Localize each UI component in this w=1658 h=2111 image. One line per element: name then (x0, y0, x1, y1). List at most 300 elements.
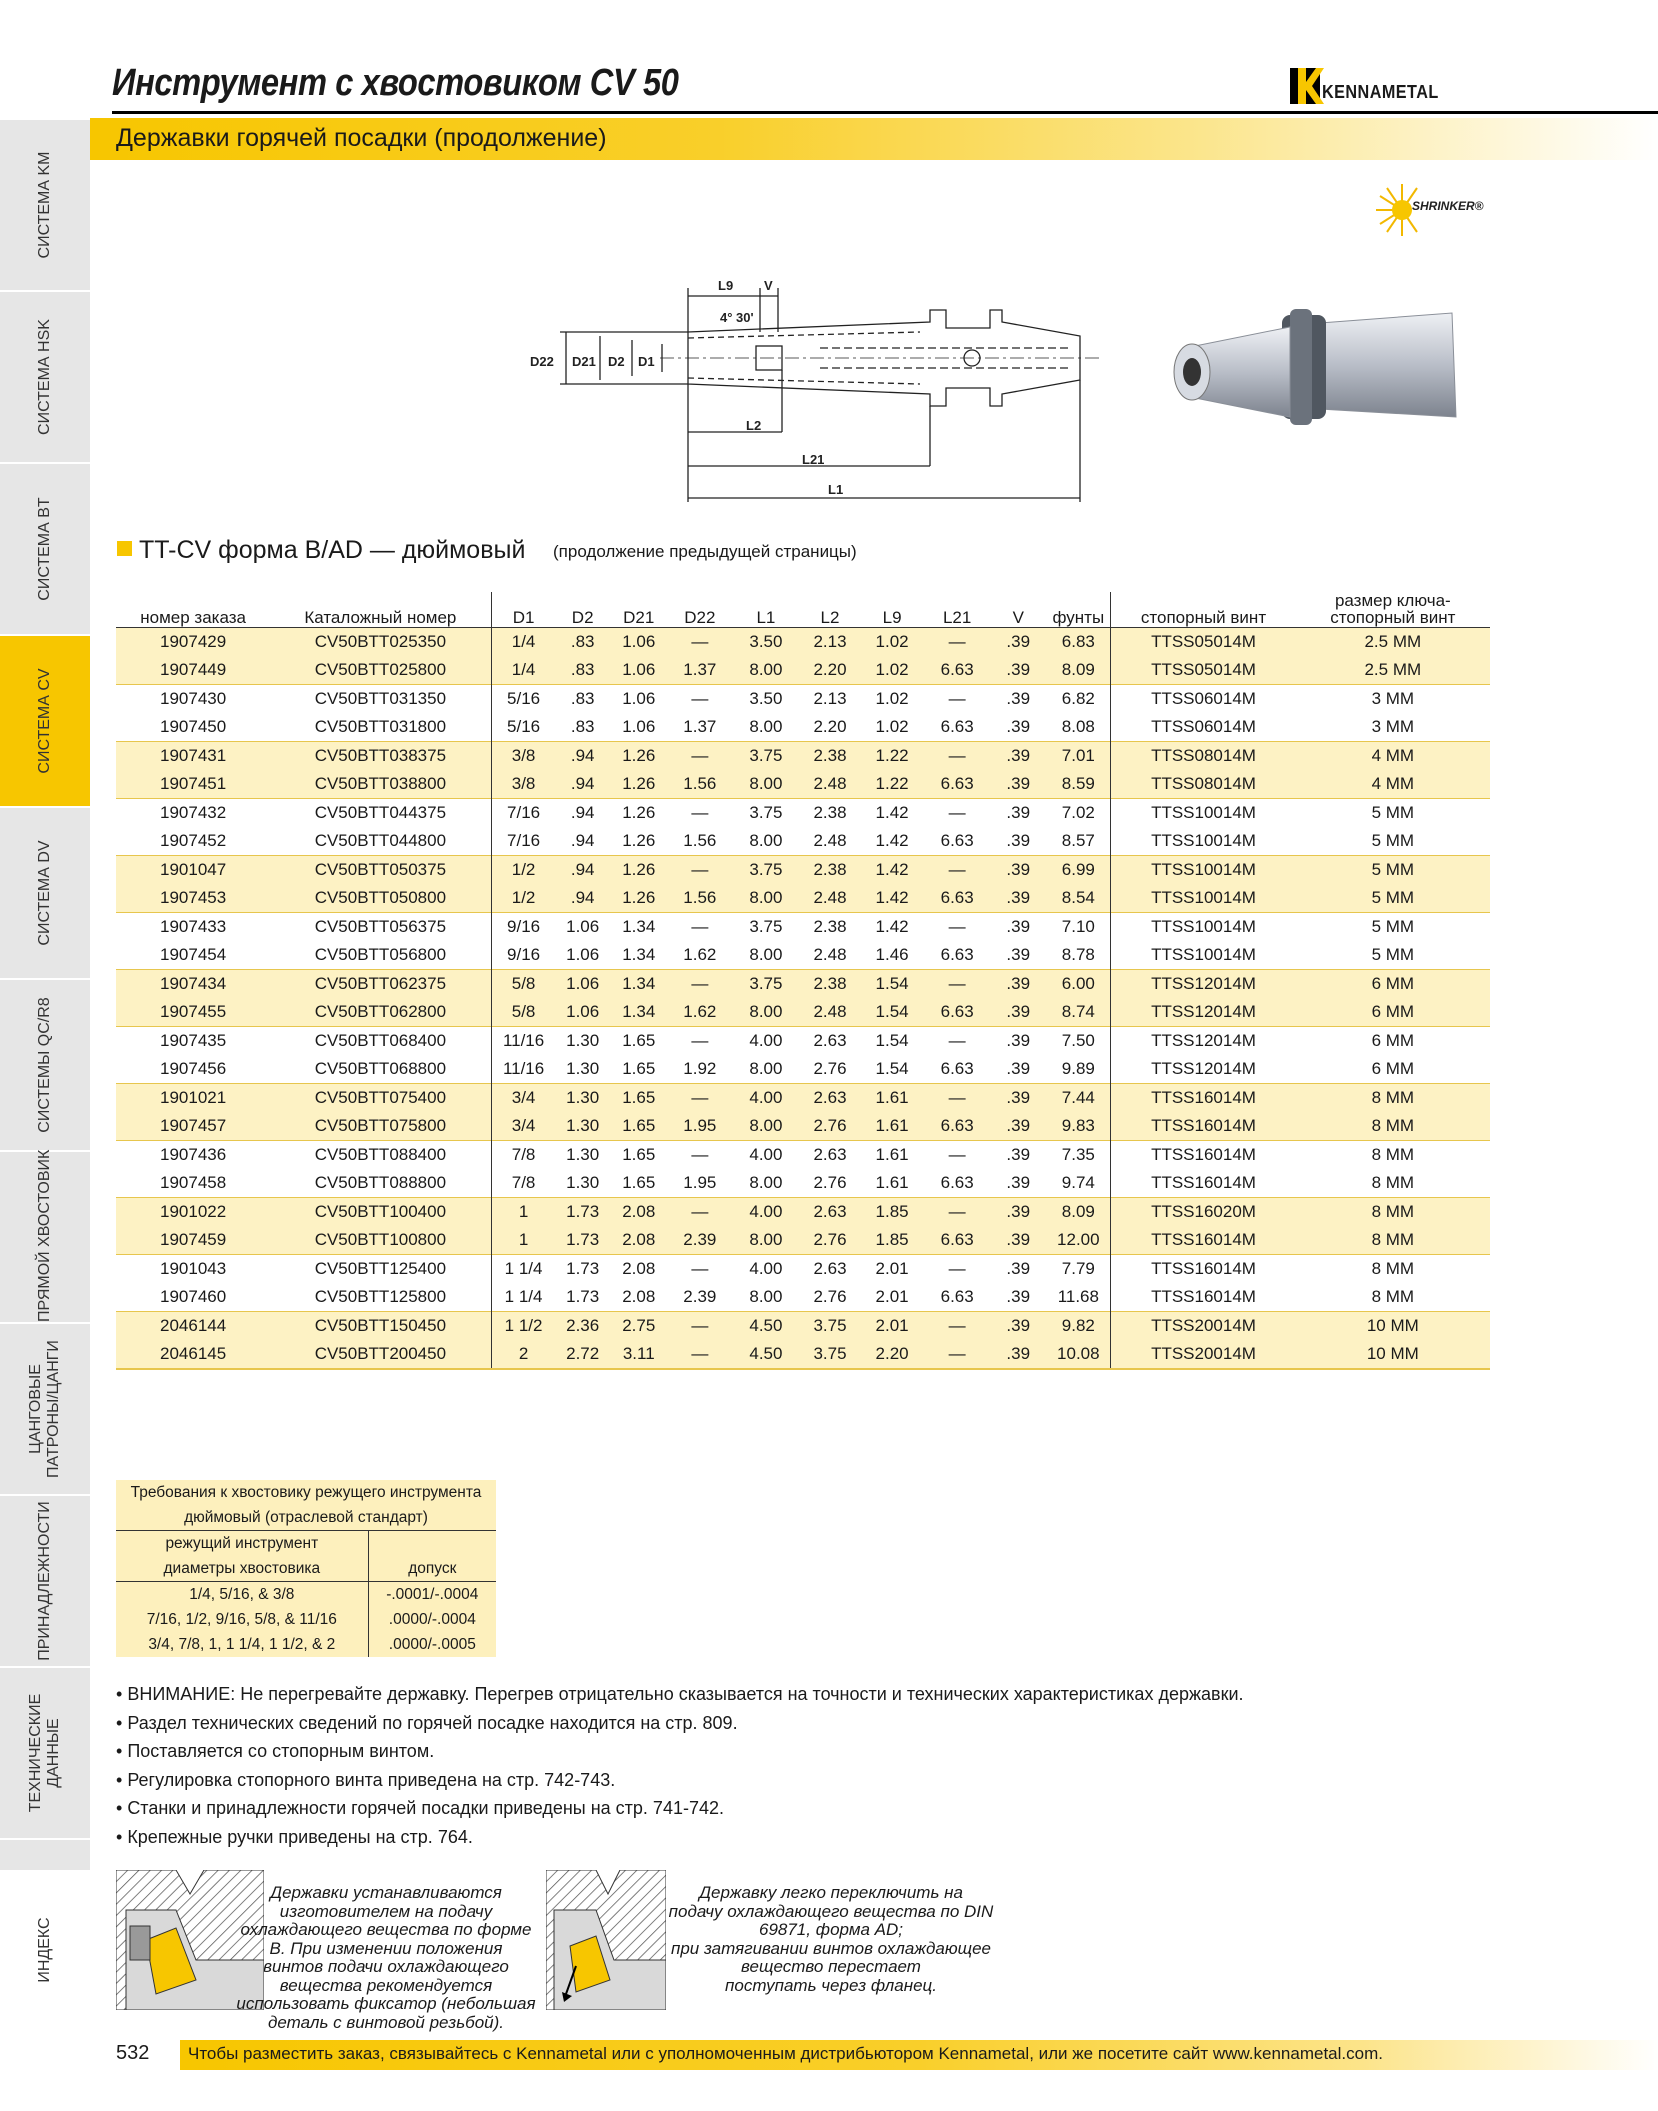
brand-name: KENNAMETAL (1322, 82, 1439, 102)
cell-l21: 6.63 (924, 1226, 990, 1255)
sidebar-item-qc-r8[interactable] (0, 978, 90, 1150)
cell-d22: — (668, 1084, 732, 1113)
cell-weight: 8.54 (1046, 884, 1111, 913)
page-number: 532 (116, 2042, 150, 2064)
note-text: Станки и принадлежности горячей посадки приведены на стр. 741-742. (127, 1798, 724, 1819)
note-text: ВНИМАНИЕ: Не перегревайте державку. Перегрев отрицательно сказывается на точности и технических характеристиках державки. (127, 1684, 1244, 1704)
requirements-col1-line2: диаметры хвостовика (116, 1556, 368, 1582)
cell-l1: 8.00 (732, 1226, 800, 1255)
coolant-form-ad-caption: Державку легко переключить на подачу охлаждающего вещества по DIN 69871, форма AD; при затягивании винтов охлаждающее вещество перестает поступать через фланец. (668, 1883, 994, 1995)
cell-d22: — (668, 1340, 732, 1369)
cell-l2: 2.20 (800, 656, 860, 685)
cell-v: .39 (990, 1027, 1046, 1056)
table-row (116, 1607, 496, 1632)
cell-d2: 1.73 (556, 1226, 610, 1255)
cell-d2: 1.73 (556, 1255, 610, 1284)
cell-l2: 2.63 (800, 1084, 860, 1113)
cell-l2: 2.48 (800, 998, 860, 1027)
cell-catalog-no: CV50BTT031800 (270, 713, 491, 742)
cell-v: .39 (990, 1169, 1046, 1198)
cell-order-no: 1901047 (116, 856, 270, 885)
sidebar-item-label: СИСТЕМА HSK (36, 319, 53, 435)
cell-l9: 1.61 (860, 1141, 924, 1170)
cell-d21: 1.26 (610, 742, 668, 771)
col-header-d1: D1 (491, 592, 556, 628)
cell-d22: — (668, 742, 732, 771)
table-row (116, 1027, 1490, 1056)
cell-d1: 5/16 (491, 713, 556, 742)
sidebar-item-label: СИСТЕМА CV (36, 668, 53, 774)
cell-d22: 1.92 (668, 1055, 732, 1084)
table-row (116, 628, 1490, 657)
cell-order-no: 1907456 (116, 1055, 270, 1084)
col-header-l1: L1 (732, 592, 800, 628)
cell-catalog-no: CV50BTT044375 (270, 799, 491, 828)
cell-l21: — (924, 970, 990, 999)
cell-l21: 6.63 (924, 713, 990, 742)
cell-l21: — (924, 685, 990, 714)
cell-order-no: 1901022 (116, 1198, 270, 1227)
cell-l2: 2.48 (800, 941, 860, 970)
cell-l21: — (924, 1027, 990, 1056)
shrinker-badge: SHRINKER® (1412, 199, 1484, 213)
cell-l21: — (924, 628, 990, 657)
cell-d1: 5/8 (491, 970, 556, 999)
cell-d1: 7/8 (491, 1169, 556, 1198)
sidebar (0, 118, 90, 1983)
cell-d1: 11/16 (491, 1055, 556, 1084)
sidebar-item-label: ТЕХНИЧЕСКИЕ ДАННЫЕ (27, 1693, 62, 1813)
cell-d1: 5/8 (491, 998, 556, 1027)
cell-l2: 3.75 (800, 1312, 860, 1341)
cell-l9: 1.42 (860, 856, 924, 885)
cell-d1: 1 1/4 (491, 1255, 556, 1284)
cell-l2: 2.63 (800, 1141, 860, 1170)
cell-weight: 8.09 (1046, 1198, 1111, 1227)
cell-catalog-no: CV50BTT025350 (270, 628, 491, 657)
cell-lock-screw: TTSS16014M (1111, 1169, 1296, 1198)
cell-catalog-no: CV50BTT088400 (270, 1141, 491, 1170)
cell-v: .39 (990, 770, 1046, 799)
cell-v: .39 (990, 970, 1046, 999)
cell-l9: 2.01 (860, 1255, 924, 1284)
sidebar-item-tech-data[interactable] (0, 1666, 90, 1838)
cell-l1: 4.00 (732, 1255, 800, 1284)
cell-weight: 7.79 (1046, 1255, 1111, 1284)
col-header-weight: фунты (1046, 592, 1111, 628)
cell-d22: — (668, 856, 732, 885)
cell-order-no: 1907460 (116, 1283, 270, 1312)
cell-d2: 1.30 (556, 1112, 610, 1141)
label-d21: D21 (572, 354, 596, 369)
cell-v: .39 (990, 827, 1046, 856)
section-marker (117, 541, 132, 556)
coolant-form-b-caption: Державки устанавливаются изготовителем на подачу охлаждающего вещества по форме B. При изменении положения винтов подачи охлаждающего вещества рекомендуется использовать фиксатор (небольшая деталь с винтовой резьбой). (236, 1883, 536, 2032)
requirements-diameter: 1/4, 5/16, & 3/8 (189, 1586, 295, 1603)
cell-order-no: 1907450 (116, 713, 270, 742)
cell-l2: 2.63 (800, 1027, 860, 1056)
cell-lock-screw: TTSS20014M (1111, 1312, 1296, 1341)
cell-weight: 6.99 (1046, 856, 1111, 885)
note-text: Раздел технических сведений по горячей посадке находится на стр. 809. (127, 1712, 738, 1733)
cell-d22: 1.56 (668, 827, 732, 856)
sidebar-item-label: ИНДЕКС (36, 1917, 53, 1983)
sidebar-item-dv[interactable] (0, 806, 90, 978)
cell-weight: 7.35 (1046, 1141, 1111, 1170)
sidebar-item-km[interactable] (0, 118, 90, 290)
cell-catalog-no: CV50BTT068400 (270, 1027, 491, 1056)
cell-v: .39 (990, 628, 1046, 657)
cell-d21: 2.08 (610, 1226, 668, 1255)
technical-drawing (520, 270, 1150, 510)
col-header-catalog-no: Каталожный номер (270, 592, 491, 628)
cell-lock-screw: TTSS10014M (1111, 856, 1296, 885)
cell-lock-screw: TTSS10014M (1111, 913, 1296, 942)
cell-d21: 1.06 (610, 685, 668, 714)
cell-weight: 8.57 (1046, 827, 1111, 856)
cell-l1: 3.75 (732, 799, 800, 828)
label-d2: D2 (608, 354, 625, 369)
sidebar-item-label: СИСТЕМА DV (36, 840, 53, 946)
cell-d22: — (668, 1312, 732, 1341)
cell-wrench-size: 10 MM (1296, 1312, 1490, 1341)
cell-l2: 2.38 (800, 913, 860, 942)
cell-l9: 1.42 (860, 799, 924, 828)
note-text: Регулировка стопорного винта приведена на стр. 742-743. (127, 1769, 616, 1790)
cell-wrench-size: 8 MM (1296, 1226, 1490, 1255)
cell-catalog-no: CV50BTT100800 (270, 1226, 491, 1255)
cell-weight: 8.78 (1046, 941, 1111, 970)
cell-d21: 1.65 (610, 1027, 668, 1056)
cell-d21: 1.06 (610, 628, 668, 657)
requirements-col1-line1: режущий инструмент (165, 1535, 319, 1552)
cell-lock-screw: TTSS12014M (1111, 998, 1296, 1027)
table-row (116, 799, 1490, 828)
table-row (116, 742, 1490, 771)
cell-l1: 8.00 (732, 941, 800, 970)
cell-catalog-no: CV50BTT050800 (270, 884, 491, 913)
cell-d22: 2.39 (668, 1283, 732, 1312)
cell-l9: 1.22 (860, 770, 924, 799)
cell-l9: 1.61 (860, 1169, 924, 1198)
cell-d2: 1.30 (556, 1169, 610, 1198)
cell-order-no: 1907449 (116, 656, 270, 685)
cell-l2: 2.13 (800, 685, 860, 714)
table-row (116, 1312, 1490, 1341)
sidebar-item-straight-shank[interactable] (0, 1150, 90, 1322)
cell-d2: .94 (556, 770, 610, 799)
table-row (116, 1582, 496, 1608)
cell-l9: 2.01 (860, 1312, 924, 1341)
cell-l2: 2.76 (800, 1283, 860, 1312)
cell-d1: 9/16 (491, 941, 556, 970)
cell-l21: 6.63 (924, 656, 990, 685)
requirements-title-line1: Требования к хвостовику режущего инструмента (130, 1484, 482, 1501)
cell-order-no: 1907435 (116, 1027, 270, 1056)
cell-v: .39 (990, 685, 1046, 714)
col-header-d22: D22 (668, 592, 732, 628)
table-row (116, 1255, 1490, 1284)
cell-wrench-size: 6 MM (1296, 970, 1490, 999)
cell-d21: 1.65 (610, 1141, 668, 1170)
cell-l9: 1.02 (860, 656, 924, 685)
cell-v: .39 (990, 1055, 1046, 1084)
cell-catalog-no: CV50BTT044800 (270, 827, 491, 856)
cell-lock-screw: TTSS10014M (1111, 799, 1296, 828)
cell-weight: 7.02 (1046, 799, 1111, 828)
cell-wrench-size: 8 MM (1296, 1198, 1490, 1227)
cell-l21: — (924, 1255, 990, 1284)
cell-weight: 7.01 (1046, 742, 1111, 771)
cell-wrench-size: 5 MM (1296, 827, 1490, 856)
cell-d21: 1.34 (610, 998, 668, 1027)
cell-order-no: 1907454 (116, 941, 270, 970)
cell-d1: 3/4 (491, 1112, 556, 1141)
cell-weight: 7.44 (1046, 1084, 1111, 1113)
cell-d22: 1.95 (668, 1112, 732, 1141)
cell-v: .39 (990, 856, 1046, 885)
cell-d2: 2.36 (556, 1312, 610, 1341)
cell-lock-screw: TTSS10014M (1111, 884, 1296, 913)
sidebar-item-label: ПРИНАДЛЕЖНОСТИ (36, 1501, 53, 1661)
cell-l2: 3.75 (800, 1340, 860, 1369)
sidebar-item-bt[interactable] (0, 462, 90, 634)
cell-d21: 2.08 (610, 1255, 668, 1284)
cell-d22: 1.62 (668, 998, 732, 1027)
sidebar-item-cv[interactable] (0, 634, 90, 806)
cell-catalog-no: CV50BTT038800 (270, 770, 491, 799)
cell-d21: 1.34 (610, 913, 668, 942)
cell-d2: 1.73 (556, 1283, 610, 1312)
cell-l21: — (924, 856, 990, 885)
cell-d22: — (668, 685, 732, 714)
cell-l9: 1.02 (860, 685, 924, 714)
sidebar-item-collets[interactable] (0, 1322, 90, 1494)
cell-v: .39 (990, 1340, 1046, 1369)
cell-d2: 1.73 (556, 1198, 610, 1227)
cell-l1: 3.75 (732, 856, 800, 885)
table-row (116, 941, 1490, 970)
cell-l1: 4.00 (732, 1198, 800, 1227)
cell-wrench-size: 4 MM (1296, 742, 1490, 771)
cell-d21: 2.08 (610, 1283, 668, 1312)
cell-d1: 1/4 (491, 628, 556, 657)
cell-l9: 1.42 (860, 913, 924, 942)
label-v: V (764, 278, 773, 293)
cell-order-no: 1907457 (116, 1112, 270, 1141)
cell-d2: 1.30 (556, 1141, 610, 1170)
sidebar-item-hsk[interactable] (0, 290, 90, 462)
cell-v: .39 (990, 1312, 1046, 1341)
cell-d21: 2.75 (610, 1312, 668, 1341)
cell-catalog-no: CV50BTT062800 (270, 998, 491, 1027)
cell-v: .39 (990, 941, 1046, 970)
requirements-tolerance: .0000/-.0005 (368, 1632, 496, 1657)
col-header-lock-screw: стопорный винт (1111, 592, 1296, 628)
cell-d1: 11/16 (491, 1027, 556, 1056)
cell-d22: 1.56 (668, 884, 732, 913)
cell-lock-screw: TTSS16014M (1111, 1226, 1296, 1255)
cell-order-no: 1907458 (116, 1169, 270, 1198)
table-row (116, 1226, 1490, 1255)
cell-d2: .94 (556, 884, 610, 913)
cell-wrench-size: 5 MM (1296, 941, 1490, 970)
cell-d2: .94 (556, 827, 610, 856)
cell-weight: 8.59 (1046, 770, 1111, 799)
cell-lock-screw: TTSS16014M (1111, 1141, 1296, 1170)
cell-d21: 1.65 (610, 1084, 668, 1113)
cell-l2: 2.76 (800, 1055, 860, 1084)
label-l9: L9 (718, 278, 734, 293)
cell-l21: — (924, 1312, 990, 1341)
cell-d2: .83 (556, 713, 610, 742)
table-row (116, 1169, 1490, 1198)
cell-l9: 1.02 (860, 713, 924, 742)
cell-v: .39 (990, 1141, 1046, 1170)
cell-lock-screw: TTSS16014M (1111, 1255, 1296, 1284)
cell-v: .39 (990, 1255, 1046, 1284)
table-row (116, 998, 1490, 1027)
table-row (116, 1112, 1490, 1141)
cell-lock-screw: TTSS06014M (1111, 713, 1296, 742)
table-row (116, 713, 1490, 742)
cell-d1: 7/8 (491, 1141, 556, 1170)
cell-order-no: 1907459 (116, 1226, 270, 1255)
label-d22: D22 (530, 354, 554, 369)
cell-l21: 6.63 (924, 770, 990, 799)
table-row (116, 1141, 1490, 1170)
col-header-order-no: номер заказа (116, 592, 270, 628)
label-angle: 4° 30' (720, 310, 754, 325)
cell-d2: .94 (556, 742, 610, 771)
cell-d2: .83 (556, 656, 610, 685)
cell-wrench-size: 6 MM (1296, 998, 1490, 1027)
cell-d21: 1.26 (610, 856, 668, 885)
col-header-d21: D21 (610, 592, 668, 628)
page-title: Инструмент с хвостовиком CV 50 (112, 62, 679, 104)
cell-l1: 8.00 (732, 1055, 800, 1084)
cell-catalog-no: CV50BTT125800 (270, 1283, 491, 1312)
cell-d22: — (668, 628, 732, 657)
note-text: Крепежные ручки приведены на стр. 764. (127, 1826, 473, 1847)
cell-l9: 1.42 (860, 827, 924, 856)
cell-lock-screw: TTSS08014M (1111, 770, 1296, 799)
cell-l2: 2.38 (800, 856, 860, 885)
cell-d22: — (668, 1027, 732, 1056)
cell-weight: 7.50 (1046, 1027, 1111, 1056)
cell-lock-screw: TTSS16014M (1111, 1112, 1296, 1141)
cell-d21: 1.06 (610, 713, 668, 742)
cell-order-no: 2046145 (116, 1340, 270, 1369)
cell-l21: 6.63 (924, 1169, 990, 1198)
cell-wrench-size: 2.5 MM (1296, 628, 1490, 657)
requirements-title-line2: дюймовый (отраслевой стандарт) (116, 1505, 496, 1531)
cell-d21: 1.34 (610, 970, 668, 999)
cell-l1: 8.00 (732, 884, 800, 913)
cell-l1: 4.00 (732, 1084, 800, 1113)
cell-l2: 2.48 (800, 770, 860, 799)
cell-l2: 2.38 (800, 742, 860, 771)
cell-d2: 1.06 (556, 998, 610, 1027)
cell-wrench-size: 5 MM (1296, 856, 1490, 885)
cell-catalog-no: CV50BTT025800 (270, 656, 491, 685)
cell-order-no: 1907455 (116, 998, 270, 1027)
cell-d2: 1.06 (556, 970, 610, 999)
cell-d1: 3/8 (491, 742, 556, 771)
sidebar-item-index[interactable] (0, 1838, 90, 1983)
product-table (116, 592, 1490, 1370)
cell-order-no: 1907436 (116, 1141, 270, 1170)
cell-l21: 6.63 (924, 1283, 990, 1312)
cell-l21: 6.63 (924, 941, 990, 970)
table-row (116, 1632, 496, 1657)
cell-d1: 7/16 (491, 799, 556, 828)
cell-weight: 6.83 (1046, 628, 1111, 657)
cell-d21: 1.26 (610, 827, 668, 856)
cell-order-no: 1907433 (116, 913, 270, 942)
cell-d2: .83 (556, 628, 610, 657)
cell-l9: 1.46 (860, 941, 924, 970)
cell-d2: .94 (556, 856, 610, 885)
tool-holder-image (1170, 305, 1460, 445)
cell-d22: — (668, 799, 732, 828)
cell-order-no: 2046144 (116, 1312, 270, 1341)
cell-d2: 1.06 (556, 913, 610, 942)
cell-d21: 1.65 (610, 1112, 668, 1141)
list-item: • Станки и принадлежности горячей посадки приведены на стр. 741-742. (116, 1798, 724, 1819)
cell-l1: 8.00 (732, 1283, 800, 1312)
cell-d1: 1 1/2 (491, 1312, 556, 1341)
cell-l2: 2.76 (800, 1112, 860, 1141)
cell-l1: 3.50 (732, 628, 800, 657)
cell-d2: 1.30 (556, 1084, 610, 1113)
label-l21: L21 (802, 452, 825, 467)
cell-l9: 2.01 (860, 1283, 924, 1312)
cell-l1: 8.00 (732, 1169, 800, 1198)
coolant-form-ad-diagram-icon (546, 1870, 666, 2010)
cell-lock-screw: TTSS20014M (1111, 1340, 1296, 1369)
cell-d1: 1 (491, 1226, 556, 1255)
cell-l9: 1.61 (860, 1112, 924, 1141)
cell-l1: 3.75 (732, 970, 800, 999)
col-header-l21: L21 (924, 592, 990, 628)
cell-l21: — (924, 799, 990, 828)
sidebar-item-accessories[interactable] (0, 1494, 90, 1666)
cell-d22: — (668, 1198, 732, 1227)
cell-d21: 1.26 (610, 799, 668, 828)
table-row (116, 1340, 1490, 1369)
cell-order-no: 1907452 (116, 827, 270, 856)
cell-l2: 2.20 (800, 713, 860, 742)
requirements-tolerance: .0000/-.0004 (368, 1607, 496, 1632)
cell-lock-screw: TTSS08014M (1111, 742, 1296, 771)
cell-weight: 9.74 (1046, 1169, 1111, 1198)
cell-wrench-size: 4 MM (1296, 770, 1490, 799)
cell-l1: 4.00 (732, 1027, 800, 1056)
sidebar-item-label: ПРЯМОЙ ХВОСТОВИК (36, 1149, 53, 1322)
table-row (116, 770, 1490, 799)
list-item: • Крепежные ручки приведены на стр. 764. (116, 1826, 473, 1847)
cell-l1: 3.50 (732, 685, 800, 714)
cell-v: .39 (990, 913, 1046, 942)
table-row (116, 1084, 1490, 1113)
section-note: (продолжение предыдущей страницы) (553, 542, 857, 561)
table-row (116, 685, 1490, 714)
cell-d1: 1 1/4 (491, 1283, 556, 1312)
cell-weight: 11.68 (1046, 1283, 1111, 1312)
title-divider (112, 111, 1658, 114)
cell-wrench-size: 8 MM (1296, 1255, 1490, 1284)
